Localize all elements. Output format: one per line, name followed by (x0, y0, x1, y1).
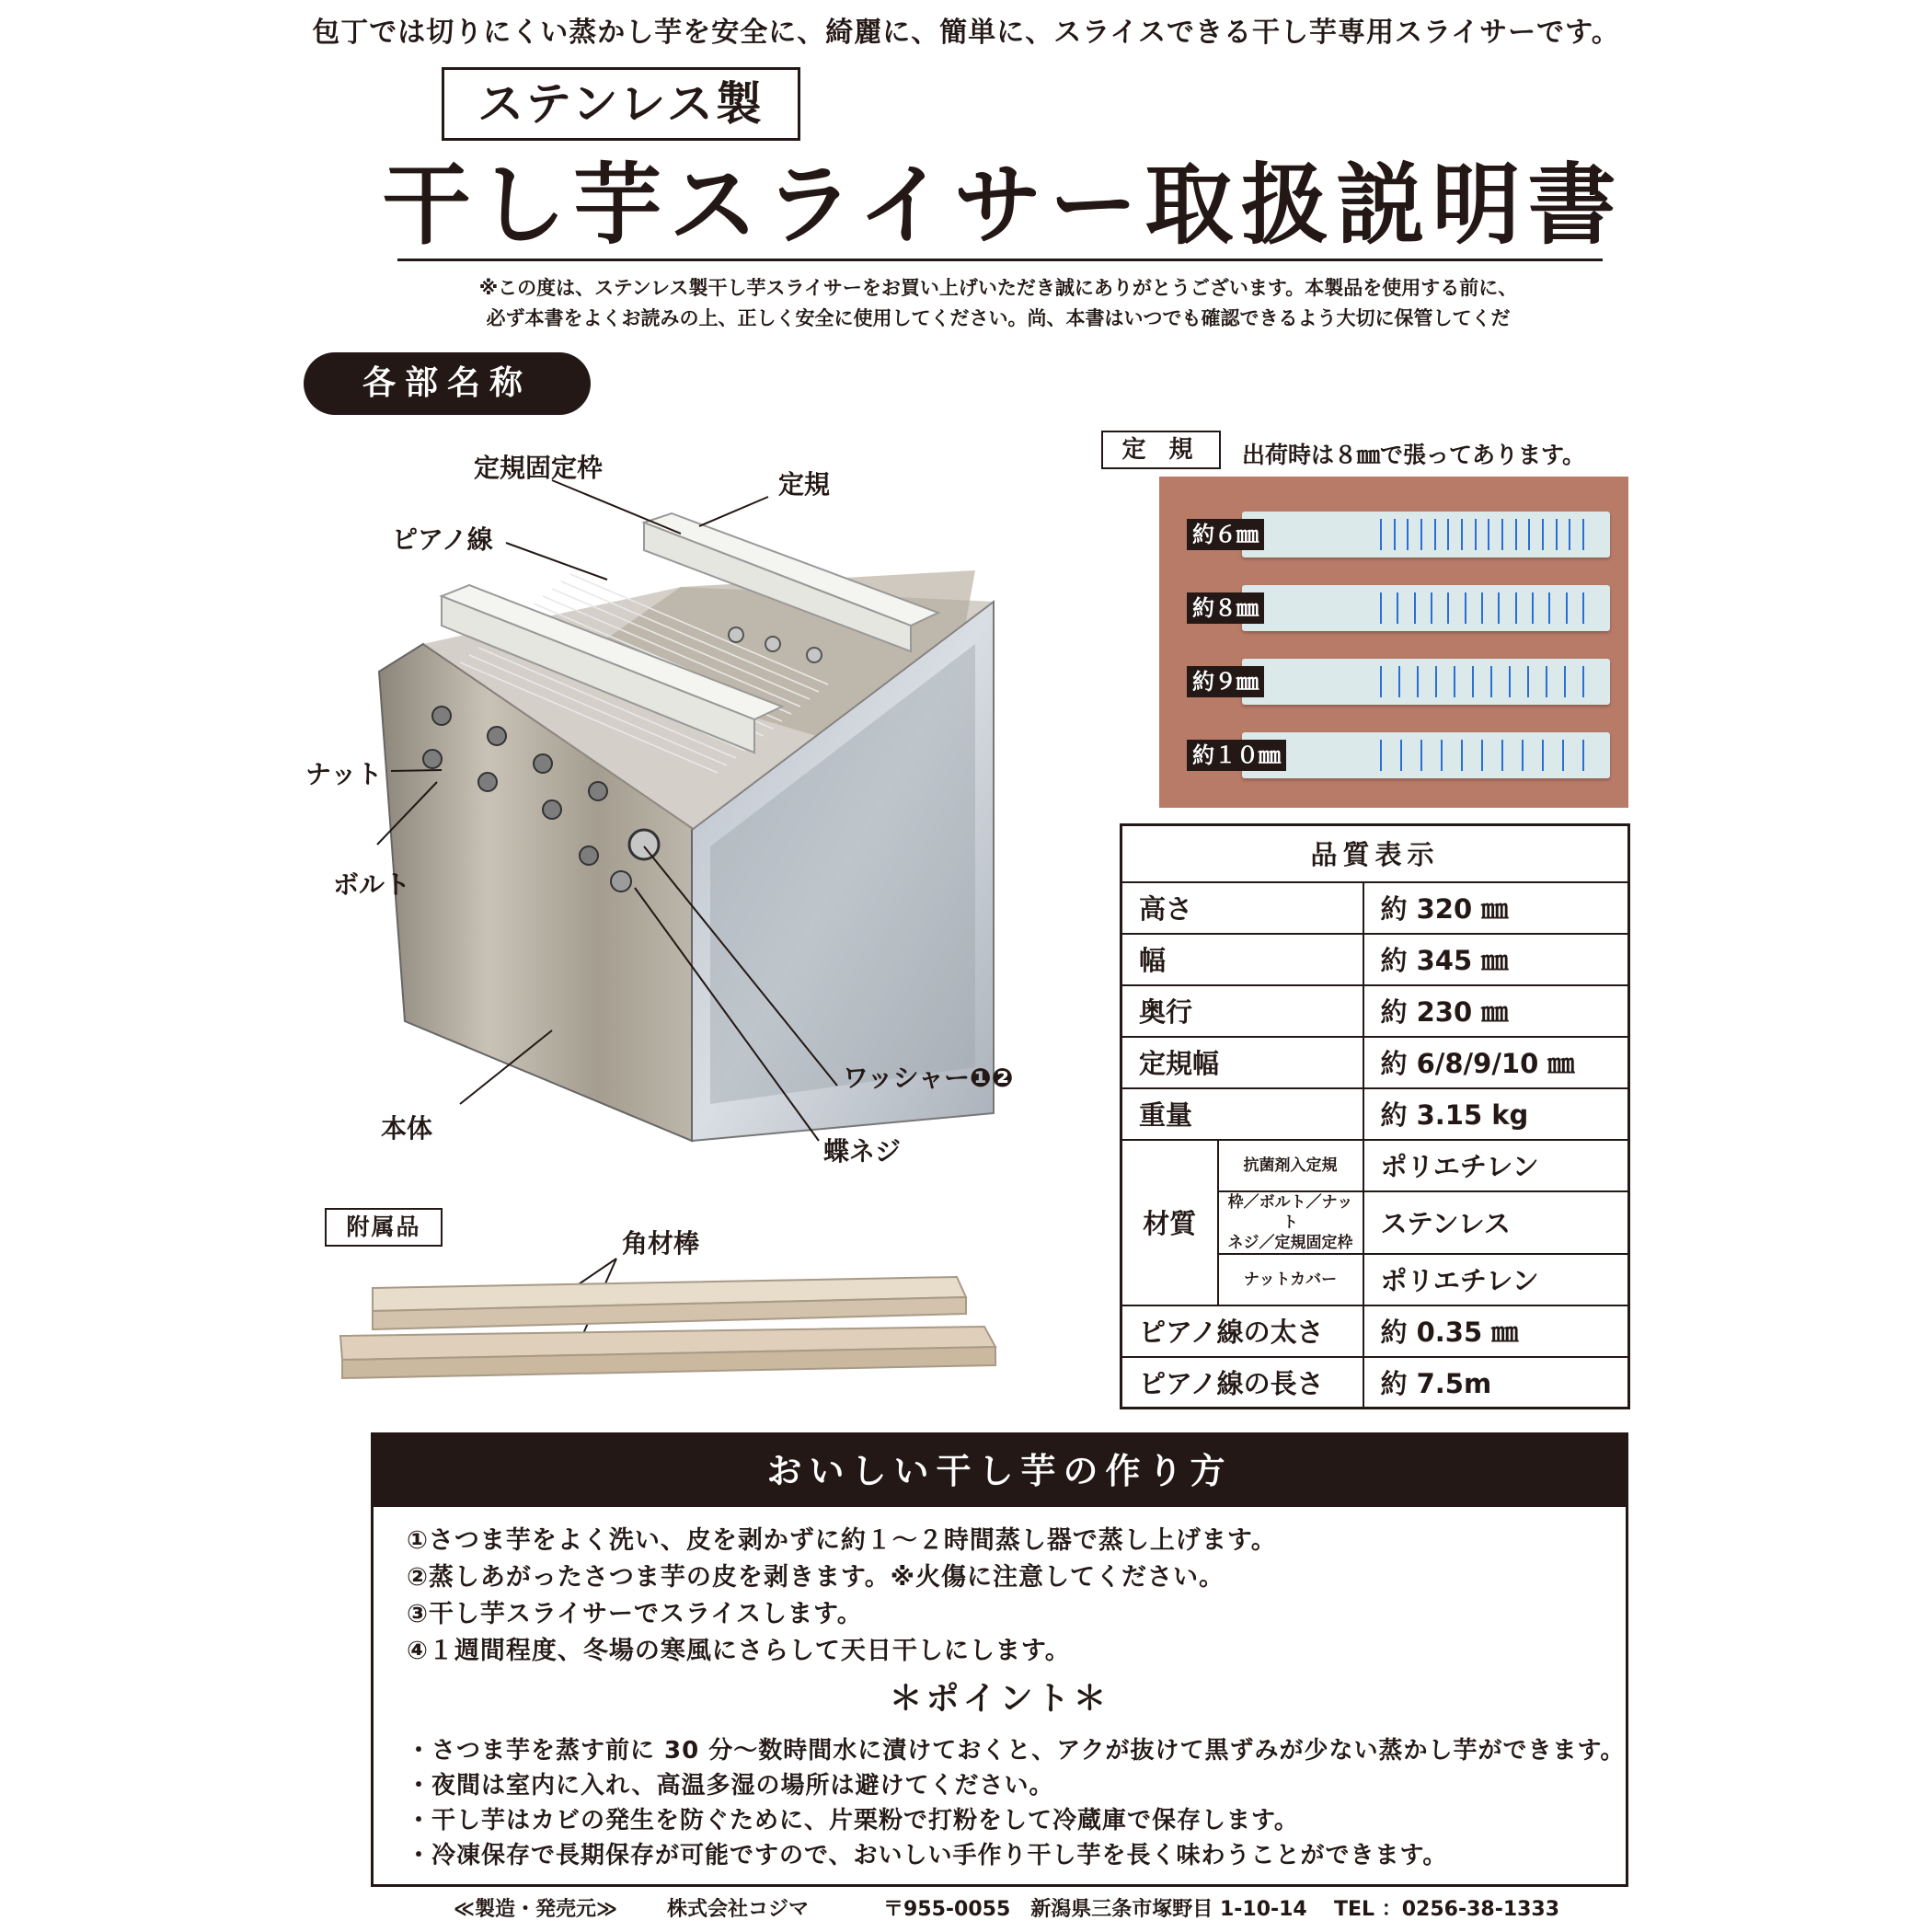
table-row (1121, 1037, 1629, 1088)
point-item-4: ・冷凍保存で長期保存が可能ですので、おいしい手作り干し芋を長く味わうことができます。 (407, 1842, 1448, 1869)
howto-step-4: ④１週間程度、冬場の寒風にさらして天日干しにします。 (407, 1637, 1071, 1665)
spec-key: 高さ (1121, 882, 1363, 934)
ruler-tick (1397, 592, 1398, 624)
spec-value: 約 0.35 ㎜ (1363, 1305, 1629, 1357)
spec-header: 品質表示 (1121, 825, 1629, 882)
spec-value: 約 345 ㎜ (1363, 934, 1629, 985)
intro-line-2: 必ず本書をよくお読みの上、正しく安全に使用してください。尚、本書はいつでも確認できるよう大切に保管してくだ (486, 307, 1511, 329)
spec-material-part: ナットカバー (1218, 1254, 1363, 1305)
ruler-tick (1509, 666, 1511, 697)
footer-company: 株式会社コジマ (667, 1898, 810, 1921)
ruler-tick (1435, 666, 1437, 697)
ruler-tick (1398, 666, 1400, 697)
label-wood-stick: 角材棒 (622, 1228, 700, 1259)
ruler-tick (1532, 592, 1534, 624)
tagline: 包丁では切りにくい蒸かし芋を安全に、綺麗に、簡単に、スライスできる干し芋専用スライサーです。 (312, 17, 1620, 49)
ruler-tick (1498, 592, 1500, 624)
ruler-tick (1407, 519, 1409, 550)
spec-key: 奥行 (1121, 985, 1363, 1037)
ruler-tick (1417, 666, 1419, 697)
spec-material-value: ポリエチレン (1363, 1140, 1629, 1191)
ruler-strip-10mm (1192, 732, 1610, 778)
page-title: 干し芋スライサー取扱説明書 (382, 154, 1624, 257)
spec-key: ピアノ線の長さ (1121, 1357, 1363, 1409)
spec-key: 幅 (1121, 934, 1363, 985)
ruler-tick (1481, 740, 1483, 771)
ruler-strip-8mm (1192, 585, 1610, 631)
ruler-tick (1556, 519, 1558, 550)
ruler-tick (1420, 519, 1422, 550)
ruler-tick (1501, 740, 1503, 771)
label-body: 本体 (381, 1113, 433, 1144)
ruler-tick (1569, 519, 1570, 550)
ruler-label-9mm: 約９㎜ (1187, 666, 1264, 697)
spec-value: 約 3.15 kg (1363, 1088, 1629, 1140)
spec-value: 約 7.5m (1363, 1357, 1629, 1409)
ruler-tick (1380, 740, 1382, 771)
ruler-note: 出荷時は８㎜で張ってあります。 (1242, 442, 1586, 468)
ruler-tick (1515, 592, 1517, 624)
ruler-tick (1454, 666, 1455, 697)
spec-material-part: 枠／ボルト／ナット ネジ／定規固定枠 (1218, 1191, 1363, 1254)
ruler-tick (1566, 592, 1568, 624)
ruler-tick (1488, 519, 1489, 550)
point-item-1: ・さつま芋を蒸す前に 30 分～数時間水に漬けておくと、アクが抜けて黒ずみが少ない蒸かし芋ができます。 (407, 1737, 1626, 1765)
label-washer: ワッシャー❶❷ (843, 1063, 1014, 1093)
spec-material-value: ポリエチレン (1363, 1254, 1629, 1305)
table-row (1121, 934, 1629, 985)
ruler-tick (1441, 740, 1443, 771)
howto-section (371, 1432, 1628, 1887)
washer (629, 830, 659, 859)
table-row (1121, 1305, 1629, 1357)
spec-material-part: 抗菌剤入定規 (1218, 1140, 1363, 1191)
ruler-tick (1420, 740, 1422, 771)
spec-material-key: 材質 (1121, 1140, 1218, 1305)
ruler-tick (1400, 740, 1402, 771)
table-row (1121, 985, 1629, 1037)
footer-maker-label: ≪製造・発売元≫ (454, 1898, 618, 1921)
ruler-tag: 定 規 (1101, 431, 1221, 469)
intro-line-1: ※この度は、ステンレス製干し芋スライサーをお買い上げいただき誠にありがとうございます。本製品を使用する前に、 (478, 277, 1518, 299)
ruler-tick (1434, 519, 1436, 550)
ruler-tick (1447, 592, 1449, 624)
ruler-tick (1414, 592, 1416, 624)
ruler-tick (1522, 740, 1524, 771)
label-ruler: 定規 (778, 469, 831, 500)
label-wing-screw: 蝶ネジ (823, 1136, 902, 1167)
ruler-tick (1527, 666, 1529, 697)
label-bolt: ボルト (333, 869, 411, 900)
ruler-tick (1582, 592, 1584, 624)
spec-key: 定規幅 (1121, 1037, 1363, 1088)
ruler-tick (1564, 666, 1566, 697)
ruler-tick (1582, 519, 1584, 550)
ruler-tick (1528, 519, 1530, 550)
ruler-label-6mm: 約６㎜ (1187, 519, 1264, 550)
label-piano-wire: ピアノ線 (392, 524, 493, 555)
howto-step-3: ③干し芋スライサーでスライスします。 (407, 1600, 863, 1628)
spec-value: 約 6/8/9/10 ㎜ (1363, 1037, 1629, 1088)
ruler-tick (1380, 592, 1382, 624)
spec-value: 約 230 ㎜ (1363, 985, 1629, 1037)
spec-key: ピアノ線の太さ (1121, 1305, 1363, 1357)
point-item-3: ・干し芋はカビの発生を防ぐために、片栗粉で打粉をして冷蔵庫で保存します。 (407, 1807, 1299, 1834)
ruler-tick (1447, 519, 1449, 550)
ruler-tick (1542, 519, 1544, 550)
footer-tel: TEL ：0256-38-1333 (1334, 1898, 1560, 1921)
table-row (1121, 1140, 1629, 1191)
ruler-tick (1475, 519, 1477, 550)
wood-sticks-illustration (331, 1270, 1012, 1380)
ruler-tick (1490, 666, 1492, 697)
label-nut: ナット (305, 759, 383, 789)
ruler-tick (1380, 666, 1382, 697)
ruler-tick (1582, 740, 1584, 771)
point-item-2: ・夜間は室内に入れ、高温多湿の場所は避けてください。 (407, 1772, 1054, 1800)
howto-step-2: ②蒸しあがったさつま芋の皮を剥きます。※火傷に注意してください。 (407, 1563, 1225, 1592)
ruler-label-10mm: 約１０㎜ (1187, 740, 1286, 771)
ruler-tick (1582, 666, 1584, 697)
point-title: ＊ポイント＊ (889, 1680, 1110, 1718)
ruler-tick (1481, 592, 1483, 624)
howto-title: おいしい干し芋の作り方 (374, 1435, 1626, 1507)
ruler-tick (1394, 519, 1396, 550)
spec-table (1120, 823, 1630, 1409)
material-badge: ステンレス製 (442, 67, 800, 141)
ruler-tick (1546, 666, 1547, 697)
accessories-tag: 附属品 (325, 1208, 443, 1247)
ruler-tick (1548, 592, 1550, 624)
table-row (1121, 1088, 1629, 1140)
ruler-tick (1380, 519, 1382, 550)
ruler-tick (1542, 740, 1544, 771)
ruler-tick (1562, 740, 1564, 771)
ruler-tick (1461, 740, 1463, 771)
table-row (1121, 1357, 1629, 1409)
parts-section-title: 各部名称 (304, 352, 591, 415)
ruler-strip-6mm (1192, 512, 1610, 558)
ruler-strip-9mm (1192, 659, 1610, 705)
ruler-tick (1431, 592, 1432, 624)
ruler-tick (1472, 666, 1474, 697)
footer-address: 〒955-0055 新潟県三条市塚野目 1-10-14 (883, 1898, 1307, 1921)
table-row (1121, 882, 1629, 934)
spec-value: 約 320 ㎜ (1363, 882, 1629, 934)
ruler-tick (1501, 519, 1503, 550)
ruler-tick (1461, 519, 1463, 550)
spec-key: 重量 (1121, 1088, 1363, 1140)
ruler-tick (1515, 519, 1517, 550)
ruler-tick (1465, 592, 1466, 624)
ruler-label-8mm: 約８㎜ (1187, 592, 1264, 624)
label-ruler-frame: 定規固定枠 (474, 453, 604, 483)
howto-step-1: ①さつま芋をよく洗い、皮を剥かずに約１～２時間蒸し器で蒸し上げます。 (407, 1526, 1277, 1555)
title-divider (397, 259, 1603, 261)
wing-screw (611, 871, 631, 891)
ruler-photo (1159, 477, 1628, 808)
spec-material-value: ステンレス (1363, 1191, 1629, 1254)
